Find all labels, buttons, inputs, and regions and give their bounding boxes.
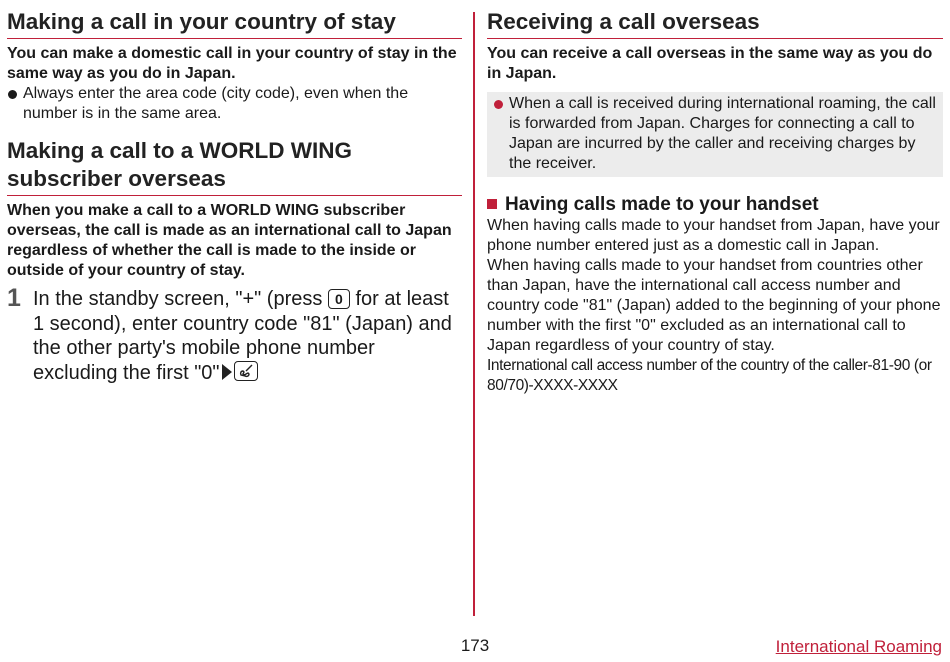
note-forwarding bbox=[493, 94, 937, 174]
intro-country-of-stay: You can make a domestic call in your country of stay in the same way as you do in Japan. bbox=[7, 45, 457, 82]
bullet-dot-icon bbox=[494, 100, 503, 109]
intro-receiving: You can receive a call overseas in the same way as you do in Japan. bbox=[487, 45, 933, 82]
right-column bbox=[487, 0, 943, 396]
heading-world-wing-subscriber: Making a call to a WORLD WING subscriber overseas bbox=[7, 137, 462, 196]
square-bullet-icon bbox=[487, 199, 497, 209]
page-number: 173 bbox=[460, 636, 490, 655]
arrow-right-icon bbox=[222, 364, 232, 380]
step-1 bbox=[7, 284, 462, 385]
step-number: 1 bbox=[7, 284, 21, 312]
intro-world-wing: When you make a call to a WORLD WING subscriber overseas, the call is made as an international call to Japan regardless of whether the call is made to the inside or outside of your country of stay. bbox=[7, 202, 452, 279]
dialing-example: International call access number of the country of the caller-81-90 (or 80/70)-XXXX-XXXX bbox=[487, 357, 932, 394]
column-divider bbox=[473, 12, 475, 616]
para-from-other-countries: When having calls made to your handset from countries other than Japan, have the international call access number and country code "81" (Japan) added to the beginning of your phone number with the first "0" excluded as an international call to Japan regardless of your country of stay. bbox=[487, 257, 941, 354]
heading-making-call-country-of-stay: Making a call in your country of stay bbox=[7, 8, 462, 39]
step-text-b: for at least 1 second), enter country code "81" (Japan) and the other party's mobile phone number excluding the first "0" bbox=[33, 288, 452, 384]
bullet-area-code-text: Always enter the area code (city code), even when the number is in the same area. bbox=[23, 85, 409, 122]
step-text-a: In the standby screen, "+" (press bbox=[33, 288, 323, 310]
international-roaming-link[interactable]: International Roaming bbox=[775, 637, 942, 656]
call-key-icon bbox=[234, 361, 258, 381]
heading-receiving-call-overseas: Receiving a call overseas bbox=[487, 8, 943, 39]
note-forwarding-text: When a call is received during international roaming, the call is forwarded from Japan. Charges for connecting a call to Japan are incurred by the caller and receiving charges by the receiver. bbox=[509, 95, 936, 172]
subheading-text: Having calls made to your handset bbox=[505, 194, 819, 215]
bullet-area-code bbox=[7, 84, 462, 124]
subheading-calls-to-handset bbox=[487, 194, 943, 216]
zero-key-icon: 0 bbox=[328, 289, 350, 309]
note-box bbox=[487, 92, 943, 177]
left-column bbox=[7, 0, 462, 385]
para-from-japan: When having calls made to your handset from Japan, have your phone number entered just as a domestic call in Japan. bbox=[487, 217, 940, 254]
bullet-dot-icon bbox=[8, 90, 17, 99]
